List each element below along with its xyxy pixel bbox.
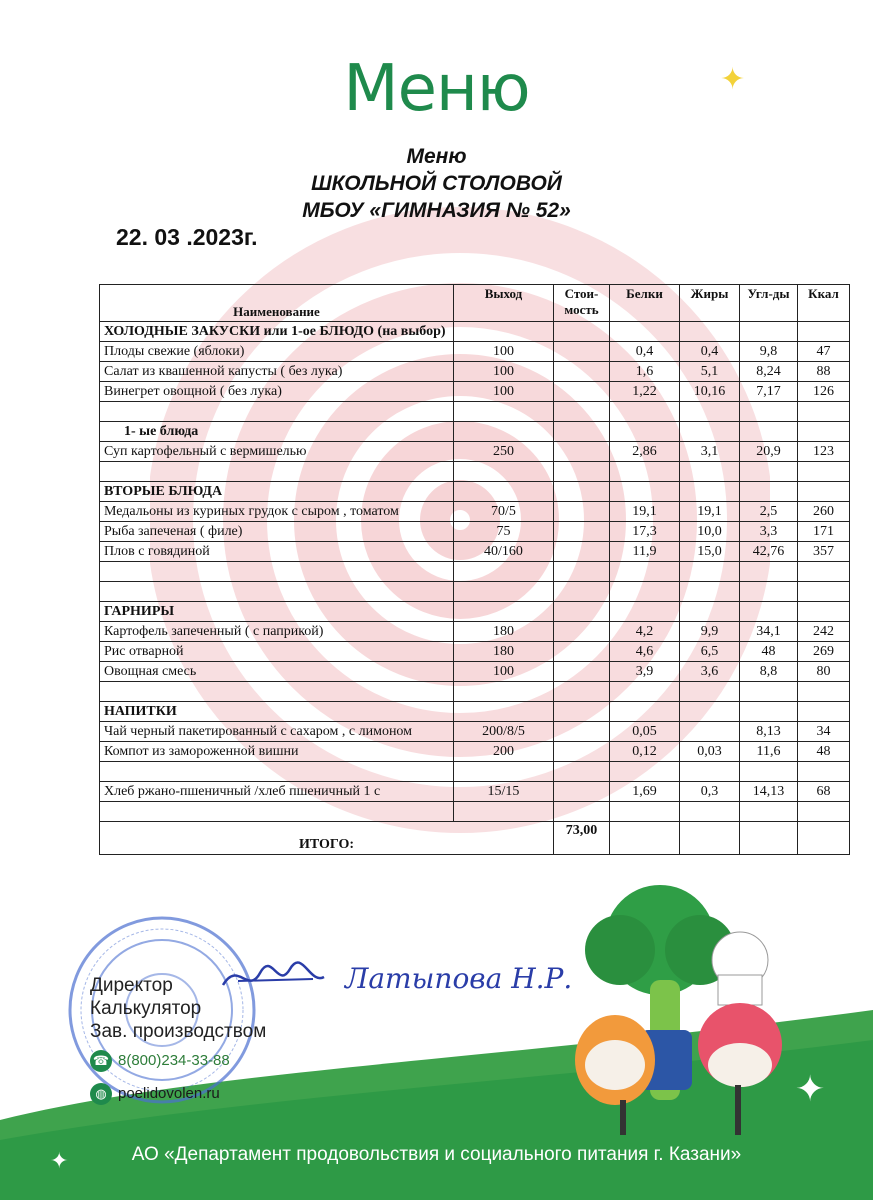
carbs-cell: 9,8: [740, 342, 798, 362]
kcal-cell: [798, 802, 850, 822]
protein-cell: 1,6: [610, 362, 680, 382]
cost-cell: [554, 582, 610, 602]
sparkle-icon: ✦: [795, 1069, 826, 1109]
fat-cell: [680, 482, 740, 502]
output-cell: [454, 802, 554, 822]
output-cell: [454, 402, 554, 422]
carbs-cell: 11,6: [740, 742, 798, 762]
table-row: [100, 742, 850, 762]
carbs-cell: [740, 402, 798, 422]
footer-organization: АО «Департамент продовольствия и социального питания г. Казани»: [131, 1144, 742, 1165]
table-row: [100, 522, 850, 542]
protein-cell: [610, 602, 680, 622]
kcal-cell: [798, 702, 850, 722]
column-header-fat: Жиры: [680, 285, 740, 322]
fat-cell: 10,16: [680, 382, 740, 402]
output-cell: [454, 682, 554, 702]
total-empty-cell: [610, 822, 680, 855]
total-row: [100, 822, 850, 855]
kcal-cell: 269: [798, 642, 850, 662]
protein-cell: [610, 802, 680, 822]
dish-name: [100, 762, 454, 782]
empty-row: [100, 802, 850, 822]
dish-name: ГАРНИРЫ: [100, 602, 454, 622]
cost-cell: [554, 722, 610, 742]
carbs-cell: 14,13: [740, 782, 798, 802]
phone-icon: ☎: [90, 1050, 112, 1072]
cost-cell: [554, 402, 610, 422]
heading-line-3: МБОУ «ГИМНАЗИЯ № 52»: [302, 199, 571, 222]
kcal-cell: [798, 562, 850, 582]
cost-cell: [554, 762, 610, 782]
fat-cell: [680, 602, 740, 622]
output-cell: 200/8/5: [454, 722, 554, 742]
column-header-name: Наименование: [100, 285, 454, 322]
cost-cell: [554, 462, 610, 482]
dish-name: Рис отварной: [100, 642, 454, 662]
protein-cell: [610, 462, 680, 482]
sparkle-icon: ✦: [720, 63, 746, 96]
contact-site: [90, 1083, 220, 1105]
protein-cell: [610, 762, 680, 782]
heading-line-1: Меню: [406, 145, 467, 168]
kcal-cell: 88: [798, 362, 850, 382]
fat-cell: [680, 722, 740, 742]
output-cell: 180: [454, 622, 554, 642]
table-row: [100, 542, 850, 562]
output-cell: [454, 582, 554, 602]
table-row: [100, 442, 850, 462]
fat-cell: 0,3: [680, 782, 740, 802]
carbs-cell: 2,5: [740, 502, 798, 522]
kcal-cell: 123: [798, 442, 850, 462]
protein-cell: 0,4: [610, 342, 680, 362]
dish-name: 1- ые блюда: [100, 422, 454, 442]
fat-cell: [680, 462, 740, 482]
director-label: Директор: [90, 975, 173, 996]
cost-cell: [554, 662, 610, 682]
dish-name: ХОЛОДНЫЕ ЗАКУСКИ или 1-ое БЛЮДО (на выбор): [100, 322, 454, 342]
cost-cell: [554, 482, 610, 502]
fat-cell: 3,1: [680, 442, 740, 462]
fat-cell: [680, 702, 740, 722]
kcal-cell: 48: [798, 742, 850, 762]
kcal-cell: 80: [798, 662, 850, 682]
empty-row: [100, 582, 850, 602]
protein-cell: 4,6: [610, 642, 680, 662]
output-cell: 75: [454, 522, 554, 542]
fat-cell: 9,9: [680, 622, 740, 642]
table-row: [100, 782, 850, 802]
dish-name: [100, 682, 454, 702]
output-cell: 100: [454, 382, 554, 402]
cost-cell: [554, 602, 610, 622]
output-cell: 250: [454, 442, 554, 462]
fat-cell: 6,5: [680, 642, 740, 662]
dish-name: Овощная смесь: [100, 662, 454, 682]
dish-name: [100, 402, 454, 422]
output-cell: 15/15: [454, 782, 554, 802]
carbs-cell: [740, 422, 798, 442]
output-cell: [454, 602, 554, 622]
dish-name: Суп картофельный с вермишелью: [100, 442, 454, 462]
cost-cell: [554, 362, 610, 382]
table-header-row: [100, 285, 850, 322]
protein-cell: 11,9: [610, 542, 680, 562]
table-row: [100, 662, 850, 682]
kcal-cell: 34: [798, 722, 850, 742]
dish-name: [100, 462, 454, 482]
cost-cell: [554, 782, 610, 802]
kcal-cell: 357: [798, 542, 850, 562]
protein-cell: [610, 682, 680, 702]
fat-cell: 3,6: [680, 662, 740, 682]
carbs-cell: [740, 802, 798, 822]
dish-name: Салат из квашенной капусты ( без лука): [100, 362, 454, 382]
section-row: [100, 482, 850, 502]
table-row: [100, 342, 850, 362]
carbs-cell: [740, 682, 798, 702]
kcal-cell: 47: [798, 342, 850, 362]
empty-row: [100, 762, 850, 782]
protein-cell: 1,22: [610, 382, 680, 402]
contact-phone: [90, 1050, 230, 1072]
carbs-cell: [740, 762, 798, 782]
kcal-cell: [798, 602, 850, 622]
column-header-carbs: Угл-ды: [740, 285, 798, 322]
protein-cell: [610, 322, 680, 342]
menu-table: [99, 284, 850, 855]
kcal-cell: [798, 682, 850, 702]
dish-name: [100, 562, 454, 582]
fat-cell: [680, 762, 740, 782]
sparkle-icon: ✦: [50, 1148, 69, 1173]
protein-cell: [610, 402, 680, 422]
section-row: [100, 602, 850, 622]
carbs-cell: [740, 702, 798, 722]
logo-title: Меню: [343, 52, 530, 126]
protein-cell: 19,1: [610, 502, 680, 522]
carbs-cell: [740, 462, 798, 482]
protein-cell: 0,12: [610, 742, 680, 762]
carbs-cell: 3,3: [740, 522, 798, 542]
cost-cell: [554, 622, 610, 642]
fat-cell: 5,1: [680, 362, 740, 382]
output-cell: 70/5: [454, 502, 554, 522]
protein-cell: [610, 702, 680, 722]
globe-icon: ◍: [90, 1083, 112, 1105]
section-row: [100, 422, 850, 442]
cost-cell: [554, 322, 610, 342]
column-header-protein: Белки: [610, 285, 680, 322]
carbs-cell: [740, 602, 798, 622]
dish-name: Медальоны из куриных грудок с сыром , томатом: [100, 502, 454, 522]
carbs-cell: 7,17: [740, 382, 798, 402]
fat-cell: [680, 402, 740, 422]
kcal-cell: [798, 482, 850, 502]
total-empty-cell: [798, 822, 850, 855]
dish-name: Хлеб ржано-пшеничный /хлеб пшеничный 1 с: [100, 782, 454, 802]
kcal-cell: [798, 322, 850, 342]
total-label: ИТОГО:: [100, 822, 554, 855]
total-empty-cell: [680, 822, 740, 855]
cost-cell: [554, 702, 610, 722]
carbs-cell: 34,1: [740, 622, 798, 642]
carbs-cell: [740, 582, 798, 602]
manager-label: Зав. производством: [90, 1021, 267, 1042]
empty-row: [100, 462, 850, 482]
fat-cell: [680, 582, 740, 602]
empty-row: [100, 562, 850, 582]
output-cell: 180: [454, 642, 554, 662]
calculator-label: Калькулятор: [90, 998, 202, 1019]
output-cell: 100: [454, 342, 554, 362]
site-url[interactable]: poelidovolen.ru: [118, 1084, 220, 1102]
menu-date: 22. 03 .2023г.: [116, 224, 258, 250]
dish-name: НАПИТКИ: [100, 702, 454, 722]
dish-name: Плов с говядиной: [100, 542, 454, 562]
carbs-cell: 20,9: [740, 442, 798, 462]
kcal-cell: [798, 402, 850, 422]
dish-name: [100, 802, 454, 822]
dish-name: Компот из замороженной вишни: [100, 742, 454, 762]
cost-cell: [554, 642, 610, 662]
protein-cell: 4,2: [610, 622, 680, 642]
cost-cell: [554, 562, 610, 582]
dish-name: Плоды свежие (яблоки): [100, 342, 454, 362]
output-cell: 200: [454, 742, 554, 762]
table-row: [100, 362, 850, 382]
output-cell: [454, 702, 554, 722]
kcal-cell: [798, 422, 850, 442]
cost-cell: [554, 522, 610, 542]
fat-cell: [680, 802, 740, 822]
signer-name: Латыпова Н.Р.: [345, 962, 573, 995]
fat-cell: 0,03: [680, 742, 740, 762]
director-signature: [218, 955, 328, 999]
column-header-output: Выход: [454, 285, 554, 322]
output-cell: 40/160: [454, 542, 554, 562]
kcal-cell: [798, 462, 850, 482]
output-cell: [454, 462, 554, 482]
section-row: [100, 322, 850, 342]
fat-cell: [680, 322, 740, 342]
kcal-cell: 242: [798, 622, 850, 642]
dish-name: Винегрет овощной ( без лука): [100, 382, 454, 402]
carbs-cell: 42,76: [740, 542, 798, 562]
protein-cell: [610, 422, 680, 442]
protein-cell: 1,69: [610, 782, 680, 802]
kcal-cell: 68: [798, 782, 850, 802]
fat-cell: 10,0: [680, 522, 740, 542]
dish-name: Рыба запеченая ( филе): [100, 522, 454, 542]
dish-name: [100, 582, 454, 602]
protein-cell: 17,3: [610, 522, 680, 542]
cost-cell: [554, 342, 610, 362]
cost-cell: [554, 682, 610, 702]
output-cell: [454, 562, 554, 582]
cost-cell: [554, 542, 610, 562]
table-row: [100, 502, 850, 522]
carbs-cell: 8,24: [740, 362, 798, 382]
section-row: [100, 702, 850, 722]
fat-cell: [680, 562, 740, 582]
carbs-cell: 8,13: [740, 722, 798, 742]
protein-cell: [610, 482, 680, 502]
carbs-cell: 48: [740, 642, 798, 662]
kcal-cell: 260: [798, 502, 850, 522]
protein-cell: 0,05: [610, 722, 680, 742]
fat-cell: [680, 422, 740, 442]
protein-cell: [610, 562, 680, 582]
cost-cell: [554, 422, 610, 442]
column-header-kcal: Ккал: [798, 285, 850, 322]
output-cell: 100: [454, 662, 554, 682]
output-cell: [454, 422, 554, 442]
dish-name: Чай черный пакетированный с сахаром , с лимоном: [100, 722, 454, 742]
kcal-cell: [798, 762, 850, 782]
table-row: [100, 382, 850, 402]
carbs-cell: 8,8: [740, 662, 798, 682]
carbs-cell: [740, 562, 798, 582]
cost-cell: [554, 382, 610, 402]
output-cell: [454, 322, 554, 342]
fat-cell: 15,0: [680, 542, 740, 562]
heading-line-2: ШКОЛЬНОЙ СТОЛОВОЙ: [311, 172, 562, 195]
table-row: [100, 642, 850, 662]
protein-cell: 3,9: [610, 662, 680, 682]
output-cell: 100: [454, 362, 554, 382]
cost-cell: [554, 742, 610, 762]
kcal-cell: 171: [798, 522, 850, 542]
dish-name: ВТОРЫЕ БЛЮДА: [100, 482, 454, 502]
fat-cell: 0,4: [680, 342, 740, 362]
output-cell: [454, 762, 554, 782]
menu-table-body: [100, 322, 850, 822]
fat-cell: [680, 682, 740, 702]
protein-cell: [610, 582, 680, 602]
cost-cell: [554, 502, 610, 522]
carbs-cell: [740, 482, 798, 502]
total-cost: 73,00: [554, 822, 610, 855]
total-empty-cell: [740, 822, 798, 855]
protein-cell: 2,86: [610, 442, 680, 462]
output-cell: [454, 482, 554, 502]
kcal-cell: [798, 582, 850, 602]
fat-cell: 19,1: [680, 502, 740, 522]
carbs-cell: [740, 322, 798, 342]
cost-cell: [554, 802, 610, 822]
dish-name: Картофель запеченный ( с паприкой): [100, 622, 454, 642]
table-row: [100, 722, 850, 742]
column-header-cost: Стои-мость: [554, 285, 610, 322]
empty-row: [100, 682, 850, 702]
cost-cell: [554, 442, 610, 462]
empty-row: [100, 402, 850, 422]
table-row: [100, 622, 850, 642]
kcal-cell: 126: [798, 382, 850, 402]
phone-number: 8(800)234-33-88: [118, 1051, 230, 1069]
